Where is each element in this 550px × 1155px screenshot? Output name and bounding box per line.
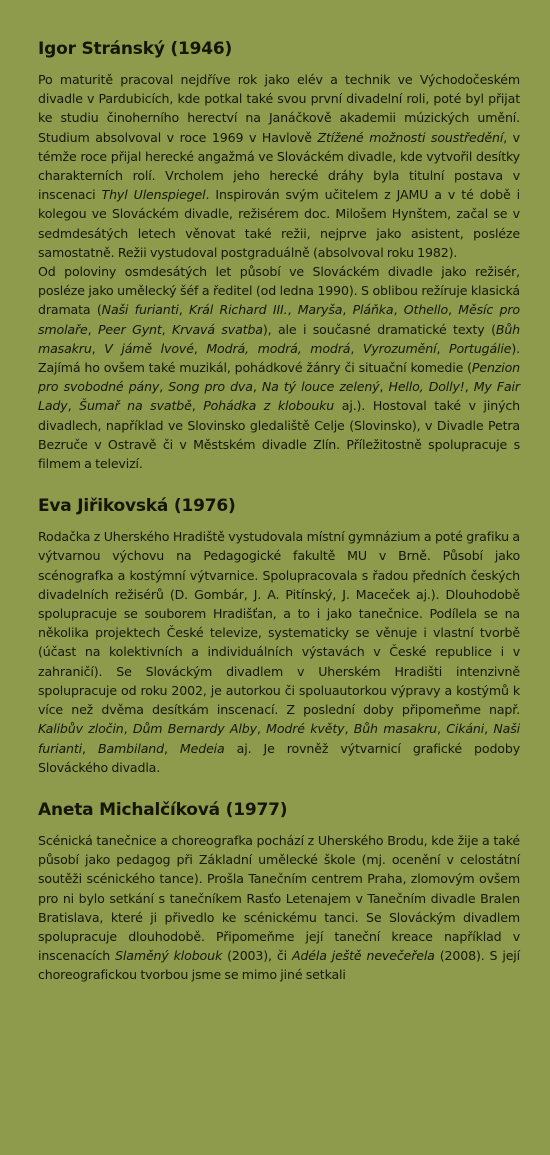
italic-title-run: Song pro dva xyxy=(168,379,253,395)
italic-title-run: Slaměný klobouk xyxy=(115,948,223,964)
italic-title-run: Naši furianti xyxy=(101,302,179,318)
text-run: , xyxy=(91,340,105,356)
italic-title-run: Portugálie xyxy=(449,340,512,356)
text-run: , xyxy=(191,398,204,414)
bio-aneta-michalcikova xyxy=(38,799,520,985)
italic-title-run: Kalibův zločin xyxy=(38,721,124,737)
italic-title-run: Naši furianti xyxy=(38,721,520,756)
text-run: aj. Je rovněž výtvarnicí grafické podoby Slováckého divadla. xyxy=(38,740,520,775)
text-run: , xyxy=(123,721,133,737)
bio-heading: Igor Stránský (1946) xyxy=(38,39,233,59)
text-run: , xyxy=(193,340,207,356)
text-run: , xyxy=(256,721,267,737)
italic-title-run: V jámě lvové xyxy=(104,340,194,356)
text-run: , xyxy=(87,321,98,337)
bio-paragraph xyxy=(38,262,520,473)
text-run: , xyxy=(161,321,173,337)
text-run: Od poloviny osmdesátých let působí ve Slováckém divadle jako režisér, posléze jako umělecký šéf a ředitel (od ledna 1990). S oblibou režíruje klasická dramata ( xyxy=(38,264,520,318)
text-run: , xyxy=(163,740,180,756)
text-run: , v témže roce přijal herecké angažmá ve Slováckém divadle, kde vytvořil desítky charakterních rolí. Vrcholem jeho herecké dráhy byla titulní postava v inscenaci xyxy=(38,129,520,203)
text-run: , xyxy=(67,398,80,414)
italic-title-run: Cikáni xyxy=(446,721,485,737)
text-run: (2008). S její choreografickou tvorbou jsme se mimo jiné setkali xyxy=(38,948,520,983)
italic-title-run: Adéla ještě nevečeřela xyxy=(291,948,435,964)
text-run: , xyxy=(350,340,363,356)
italic-title-run: Krvavá svatba xyxy=(172,321,263,337)
text-run: ). Zajímá ho ovšem také muzikál, pohádkové žánry či situační komedie ( xyxy=(38,340,520,376)
text-run: aj.). Hostoval také v jiných divadlech, například ve Slovinsko gledaliště Celje (Slovinsko), v Divadle Petra Bezruče v Ostravě či v Městském divadle Zlín. Příležitostně spolupracuje s filmem a televizí. xyxy=(38,398,520,472)
italic-title-run: Medeia xyxy=(179,740,225,756)
italic-title-run: Thyl Ulenspiegel xyxy=(101,187,206,203)
text-run: , xyxy=(379,379,389,395)
bio-heading: Aneta Michalčíková (1977) xyxy=(38,799,288,820)
text-run: Rodačka z Uherského Hradiště vystudovala místní gymnázium a poté grafiku a výtvarnou výchovu na Pedagogické fakultě MU v Brně. Působí jako scénografka a kostýmní výtvarnice. Spolupracovala s řadou předních českých divadelních režisérů (D. Gombár, J. A. Pitínský, J. Maceček aj.). Dlouhodobě spolupracuje se souborem Hradišťan, a to i jako tanečnice. Podílela se na několika projektech České televize, systematicky se věnuje i vlastní tvorbě (účast na kolektivních a individuálních výstavách v České republice i v zahraničí). Se Slováckým divadlem v Uherském Hradišti intenzivně spolupracuje od roku 2002, je autorkou či spoluautorkou výpravy a kostýmů k více než dvěma desítkám inscenací. Z poslední doby připomeňme např. xyxy=(38,529,520,718)
text-run: , xyxy=(484,721,494,737)
text-run: , xyxy=(344,721,354,737)
text-run: , xyxy=(159,379,169,395)
italic-title-run: Měsíc pro smolaře xyxy=(38,302,520,337)
italic-title-run: Maryša xyxy=(297,302,343,318)
italic-title-run: Modrá, modrá, modrá xyxy=(206,340,351,356)
text-run: , xyxy=(464,379,474,395)
italic-title-run: Pohádka z klobouku xyxy=(203,398,335,414)
bio-paragraph xyxy=(38,831,520,985)
italic-title-run: Peer Gynt xyxy=(97,321,162,337)
text-run: , xyxy=(393,302,404,318)
italic-title-run: Král Richard III. xyxy=(189,302,288,318)
italic-title-run: Šumař na svatbě xyxy=(79,398,192,414)
text-run: , xyxy=(342,302,353,318)
text-run: , xyxy=(82,740,98,756)
bio-paragraph xyxy=(38,527,520,777)
italic-title-run: Bůh masakru xyxy=(353,721,437,737)
italic-title-run: Bambiland xyxy=(97,740,164,756)
bio-heading: Eva Jiřikovská (1976) xyxy=(38,496,236,517)
text-run: (2003), či xyxy=(222,948,292,964)
italic-title-run: Pláňka xyxy=(352,302,394,318)
text-run: , xyxy=(287,302,298,318)
italic-title-run: Ztížené možnosti soustředění xyxy=(317,129,504,145)
bio-paragraph xyxy=(38,70,520,262)
italic-title-run: Na tý louce zelený xyxy=(261,379,380,395)
bio-eva-jirikovska xyxy=(38,495,520,777)
text-run: , xyxy=(448,302,459,318)
text-run: Po maturitě pracoval nejdříve rok jako elév a technik ve Východočeském divadle v Pardubicích, kde potkal také svou první divadelní roli, poté byl přijat ke studiu činoherního herectví na Janáčkově akademii múzických umění. Studium absolvoval v roce 1969 v Havlově xyxy=(38,72,520,145)
text-run: , xyxy=(436,721,447,737)
italic-title-run: Vyrozumění xyxy=(362,340,437,356)
italic-title-run: Dům Bernardy Alby xyxy=(132,721,257,737)
italic-title-run: Modré květy xyxy=(266,721,345,737)
text-run: ), ale i současné dramatické texty ( xyxy=(262,321,496,337)
text-run: , xyxy=(436,340,449,356)
text-run: Scénická tanečnice a choreografka pochází z Uherského Brodu, kde žije a také působí jako pedagog při Základní umělecké škole (mj. ocenění v celostátní soutěži scénického tance). Prošla Tanečním centrem Praha, zlomovým ovšem pro ni bylo setkání s tanečníkem Rasťo Letenajem v Tanečním divadle Bralen Bratislava, které ji přivedlo ke scénickému tanci. Se Slováckým divadlem spolupracuje dlouhodobě. Připomeňme její taneční kreace například v inscenacích xyxy=(38,832,520,964)
text-run: , xyxy=(178,302,189,318)
italic-title-run: My Fair Lady xyxy=(38,379,520,414)
italic-title-run: Bůh masakru xyxy=(38,321,520,356)
text-run: , xyxy=(252,379,262,395)
italic-title-run: Hello, Dolly! xyxy=(388,379,465,395)
bio-igor-stransky xyxy=(38,38,520,473)
text-run: . Inspirován svým učitelem z JAMU a v té době i kolegou ve Slováckém divadle, režisérem doc. Milošem Hynštem, začal se v sedmdesátých letech věnovat také režii, nejprve jako asistent, posléze samostatně. Režii vystudoval postgraduálně (absolvoval roku 1982). xyxy=(38,187,520,260)
italic-title-run: Othello xyxy=(403,302,449,318)
italic-title-run: Penzion pro svobodné pány xyxy=(38,360,520,395)
